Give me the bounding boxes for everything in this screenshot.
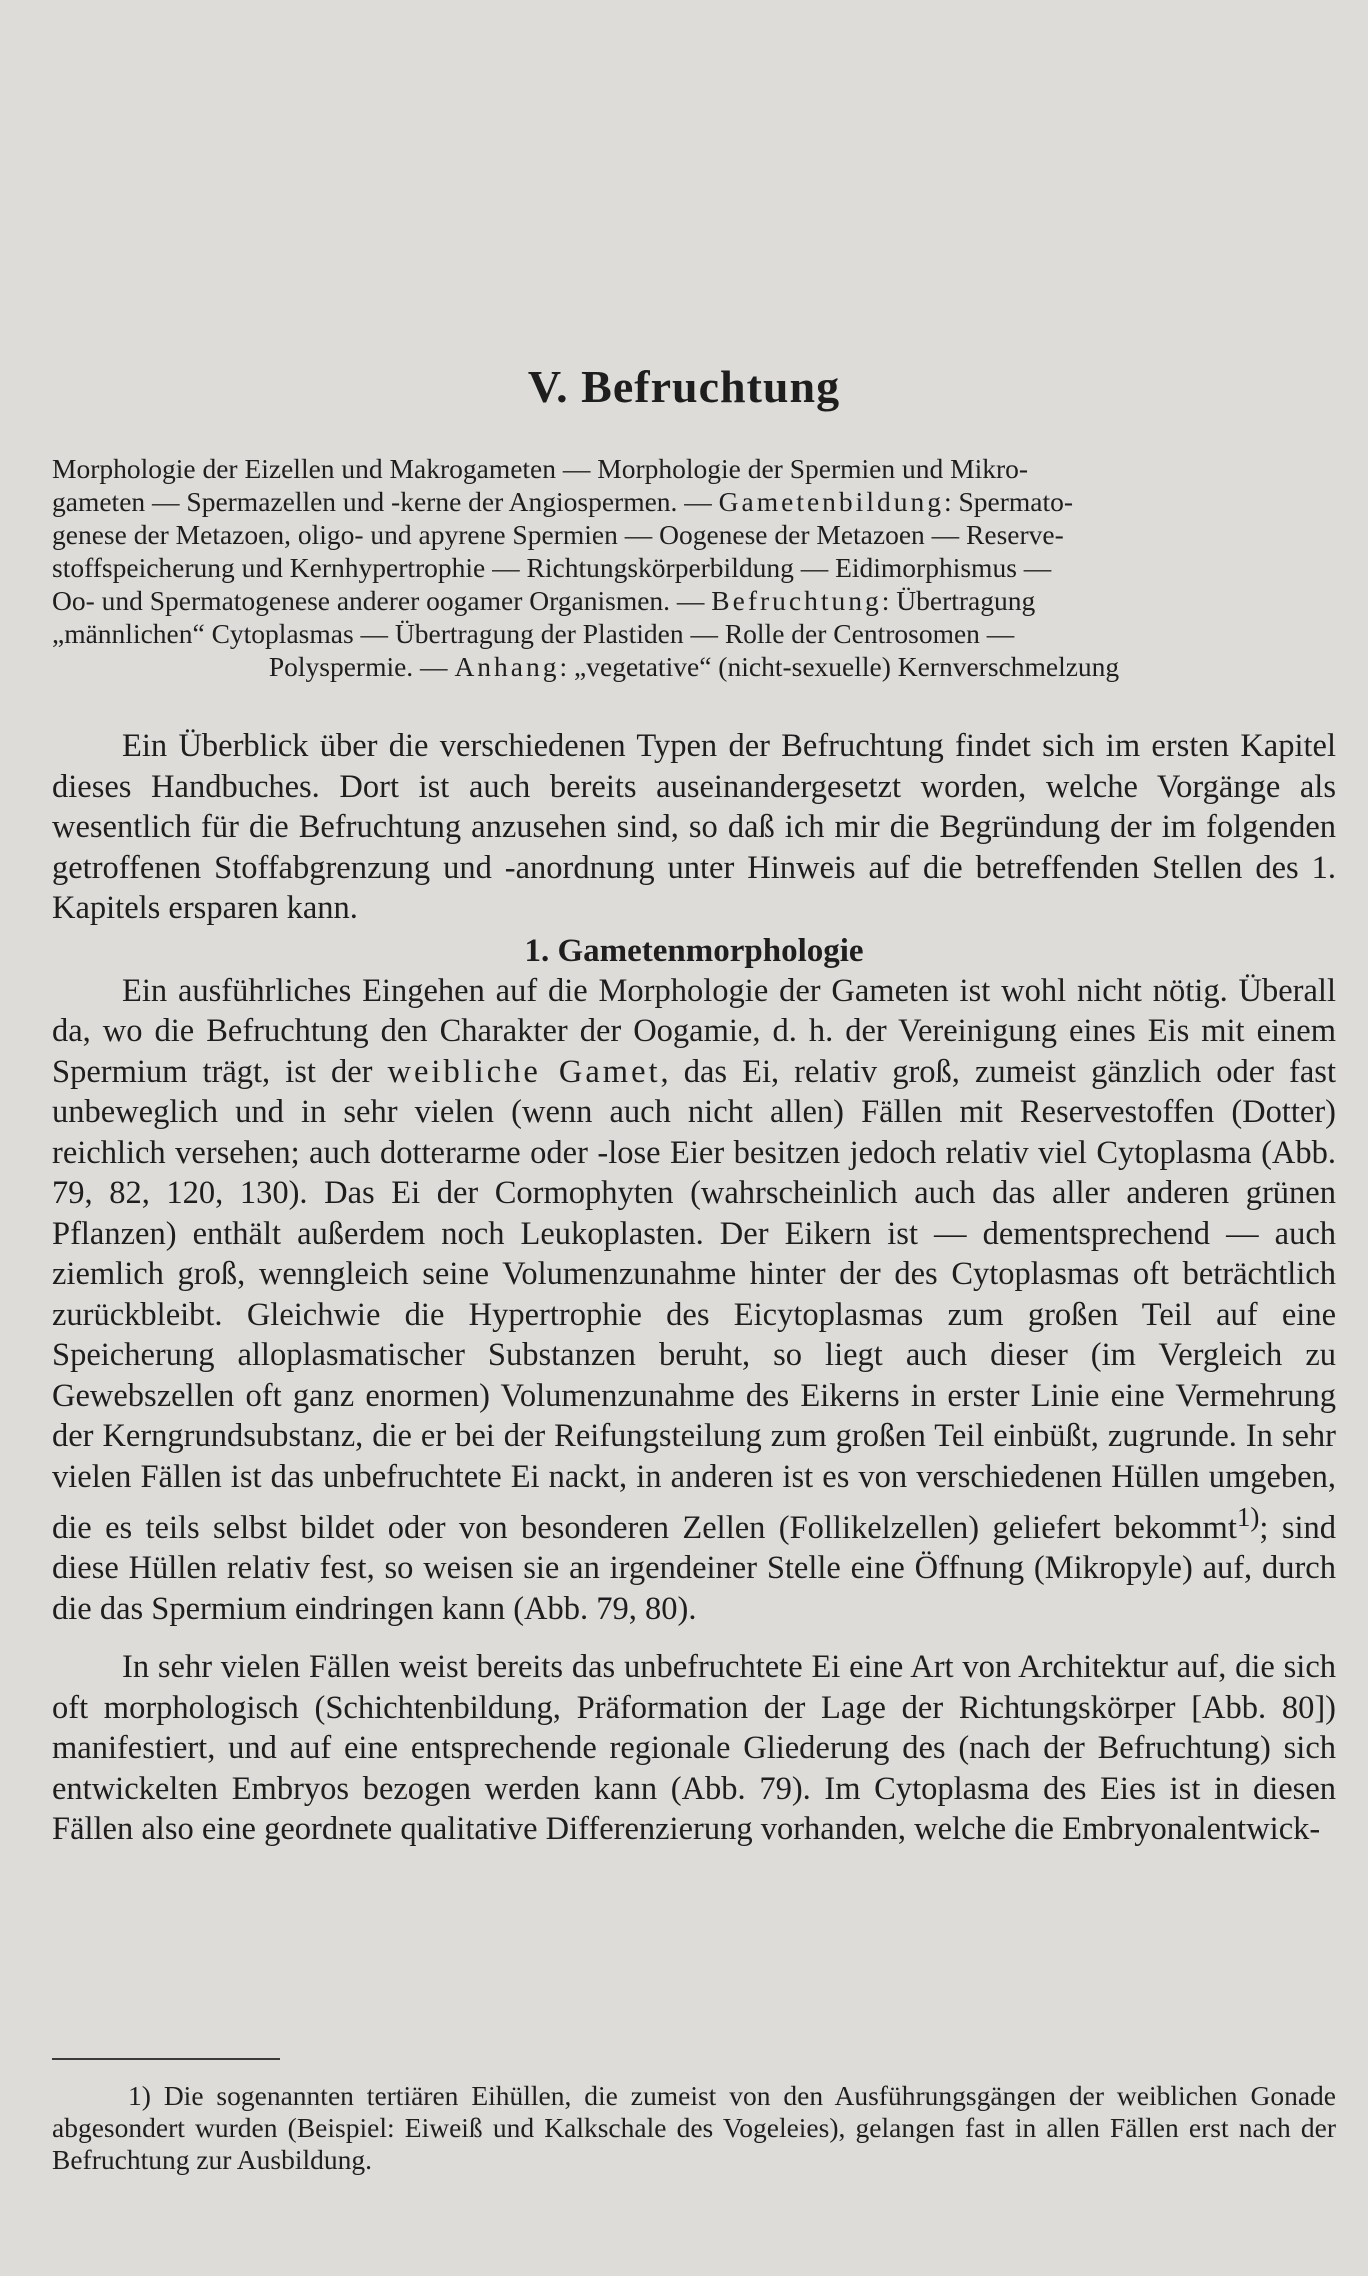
body-text (52, 726, 1336, 1850)
contents-line: „männlichen“ Cytoplasmas — Übertragung der Plastiden — Rolle der Centrosomen — (52, 618, 1015, 649)
paragraph-gamete-morphology (52, 971, 1336, 1630)
spaced-term: weibliche Gamet (387, 1053, 661, 1090)
paragraph-text: Ein ausführliches Eingehen auf die Morphologie der Gameten ist wohl nicht nötig. Überall da, wo die Befruchtung den Charakter der Oogamie, d. h. der Vereinigung eines Eis mit einem Spermium trägt, ist der (52, 972, 1336, 1090)
contents-line: genese der Metazoen, oligo- und apyrene Spermien — Oogenese der Metazoen — Reserve- (52, 519, 1064, 550)
paragraph-text: ; sind diese Hüllen relativ fest, so weisen sie an irgendeiner Stelle eine Öffnung (Mikropyle) auf, durch die das Spermium eindringen kann (Abb. 79, 80). (52, 1509, 1336, 1627)
section-heading: 1. Gametenmorphologie (524, 932, 864, 969)
contents-line (52, 485, 1336, 518)
paragraph-text: , das Ei, relativ groß, zumeist gänzlich oder fast unbeweglich und in sehr vielen (wenn auch nicht allen) Fällen mit Reservestoffen (Dotter) reichlich versehen; auch dotterarme oder -lose Eier besitzen jedoch relativ viel Cytoplasma (Abb. 79, 82, 120, 130). Das Ei der Cormophyten (wahrscheinlich auch das aller anderen grünen Pflanzen) enthält außerdem noch Leukoplasten. Der Eikern ist — dementsprechend — auch ziemlich groß, wenngleich seine Volumenzunahme hinter der des Cytoplasmas oft beträchtlich zurückbleibt. Gleichwie die Hypertrophie des Eicytoplasmas zum großen Teil auf eine Speicherung alloplasmatischer Substanzen beruht, so liegt auch dieser (im Vergleich zu Gewebszellen oft ganz enormen) Volumenzunahme des Eikerns in erster Linie eine Vermehrung der Kerngrundsubstanz, die er bei der Reifungsteilung zum großen Teil einbüßt, zugrunde. In sehr vielen Fällen ist das unbefruchtete Ei nackt, in anderen ist es von verschiedenen Hüllen umgeben, die es teils selbst bildet oder von besonderen Zellen (Follikelzellen) geliefert bekommt (52, 1053, 1336, 1546)
contents-text: : Übertragung (881, 585, 1036, 616)
contents-text: : „vegetative“ (nicht-sexuelle) Kernverschmelzung (559, 651, 1120, 682)
contents-line: stoffspeicherung und Kernhypertrophie — Richtungskörperbildung — Eidimorphismus — (52, 552, 1052, 583)
contents-text: : Spermato- (943, 486, 1074, 517)
paragraph-intro: Ein Überblick über die verschiedenen Typen der Befruchtung findet sich im ersten Kapitel dieses Handbuches. Dort ist auch bereits auseinandergesetzt worden, welche Vorgänge als wesentlich für die Befruchtung anzusehen sind, so daß ich mir die Begründung der im folgenden getroffenen Stoffabgrenzung und -anordnung unter Hinweis auf die betreffenden Stellen des 1. Kapitels ersparen kann. (52, 728, 1336, 926)
contents-line: Morphologie der Eizellen und Makrogameten — Morphologie der Spermien und Mikro- (52, 453, 1029, 484)
contents-text: Polyspermie. — (268, 651, 455, 682)
chapter-contents-summary (52, 452, 1336, 683)
chapter-title: V. Befruchtung (527, 361, 841, 412)
paragraph-architecture: In sehr vielen Fällen weist bereits das unbefruchtete Ei eine Art von Architektur auf, die sich oft morphologisch (Schichtenbildung, Präformation der Lage der Richtungskörper [Abb. 80]) manifestiert, und auf eine entsprechende regionale Gliederung des (nach der Befruchtung) sich entwickelten Embryos bezogen werden kann (Abb. 79). Im Cytoplasma des Eies ist in diesen Fällen also eine geordnete qualitative Differenzierung vorhanden, welche die Embryonalentwick- (52, 1649, 1336, 1848)
contents-line (52, 650, 1336, 683)
footnote-rule (52, 2058, 280, 2060)
contents-keyword: Befruchtung (711, 585, 882, 616)
contents-text: gameten — Spermazellen und -kerne der Angiospermen. — (52, 486, 719, 517)
footnote (52, 2080, 1336, 2176)
footnote-text: 1) Die sogenannten tertiären Eihüllen, die zumeist von den Ausführungsgängen der weiblichen Gonade abgesondert wurden (Beispiel: Eiweiß und Kalkschale des Vogeleies), gelangen fast in allen Fällen erst nach der Befruchtung zur Ausbildung. (52, 2080, 1336, 2175)
contents-keyword: Gametenbildung (718, 486, 944, 517)
contents-line (52, 584, 1336, 617)
footnote-marker: 1) (1236, 1502, 1260, 1532)
contents-keyword: Anhang (454, 651, 560, 682)
contents-text: Oo- und Spermatogenese anderer oogamer Organismen. — (52, 585, 712, 616)
